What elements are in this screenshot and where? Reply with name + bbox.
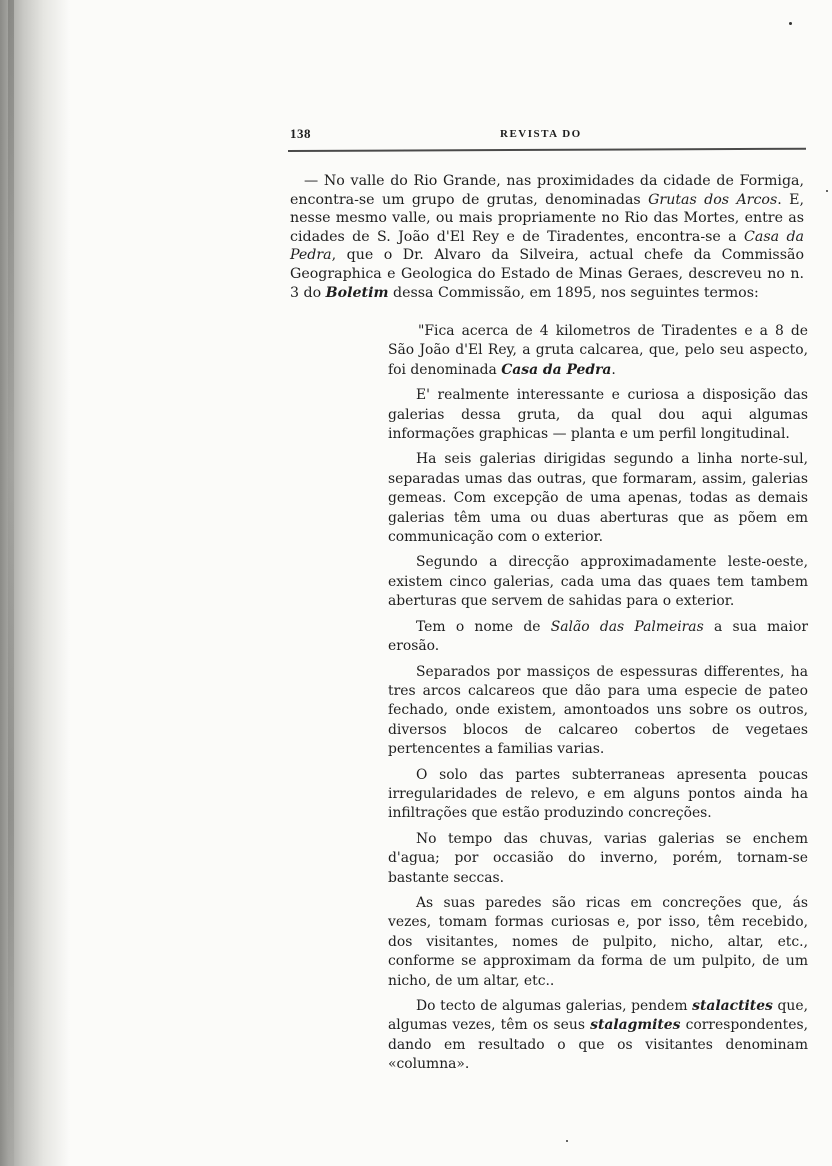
quote-text: "Fica acerca de 4 kilometros de Tiradentes e a 8 de São João d'El Rey, a gruta calcarea, que, pelo seu aspecto, foi denominada	[388, 323, 808, 378]
quote-text: Do tecto de algumas galerias, pendem	[416, 998, 693, 1014]
intro-emphasis: Casa da Pedra	[290, 228, 804, 264]
scan-speck	[789, 22, 792, 25]
quote-paragraph: Ha seis galerias dirigidas segundo a linha norte-sul, separadas umas das outras, que formaram, assim, galerias gemeas. Com excepção de uma apenas, todas as demais galerias têm uma ou duas aberturas que as põem em communicação com o exterior.	[388, 451, 808, 546]
quote-paragraph: E' realmente interessante e curiosa a disposição das galerias dessa gruta, da qual dou aqui algumas informações graphicas — planta e um perfil longitudinal.	[388, 387, 808, 443]
scan-speck	[566, 1140, 568, 1142]
quote-paragraph	[388, 618, 808, 657]
page-content	[288, 124, 818, 1073]
scan-speck	[826, 190, 828, 192]
running-header	[288, 124, 818, 146]
quote-paragraph	[388, 997, 808, 1075]
intro-text: dessa Commissão, em 1895, nos seguintes termos:	[388, 284, 759, 301]
intro-text: , que o Dr. Alvaro da Silveira, actual chefe da Commissão Geographica e Geologica do Estado de Minas Geraes, descreveu no n. 3 do	[290, 247, 804, 301]
quote-text: correspondentes, dando em resultado o que os visitantes denominam «columna».	[388, 1017, 808, 1073]
quote-emphasis: Salão das Palmeiras	[550, 618, 704, 635]
quote-text: que, algumas vezes, têm os seus	[388, 998, 808, 1034]
quote-paragraph: O solo das partes subterraneas apresenta poucas irregularidades de relevo, e em alguns pontos ainda ha infiltrações que estão produzindo concreções.	[388, 766, 808, 822]
intro-text: . E, nesse mesmo valle, ou mais propriamente no Rio das Mortes, entre as cidades de S. João d'El Rey e de Tiradentes, encontra-se a	[290, 191, 805, 245]
intro-emphasis: Grutas dos Arcos	[648, 191, 778, 208]
quote-paragraph: As suas paredes são ricas em concreções que, ás vezes, tomam formas curiosas e, por isso, têm recebido, dos visitantes, nomes de pulpito, nicho, altar, etc., conforme se approximam da forma de um pulpito, de um nicho, de um altar, etc..	[388, 894, 808, 989]
header-rule	[288, 148, 806, 152]
quote-emphasis: stalagmites	[590, 1017, 681, 1034]
quote-text: Tem o nome de	[416, 618, 551, 635]
quote-paragraph: Segundo a direcção approximadamente leste-oeste, existem cinco galerias, cada uma das quaes tem tambem aberturas que servem de sahidas para o exterior.	[388, 554, 808, 610]
quote-text: a sua maior erosão.	[388, 618, 808, 655]
page-number: 138	[290, 126, 311, 141]
quote-emphasis: stalactites	[692, 998, 773, 1014]
block-quote	[388, 322, 808, 1081]
intro-emphasis: Boletim	[325, 284, 389, 301]
running-title: REVISTA DO	[500, 128, 582, 140]
quote-text: .	[611, 361, 616, 378]
intro-text: — No valle do Rio Grande, nas proximidades da cidade de Formiga, encontra-se um grupo de grutas, denominadas	[290, 173, 804, 208]
quote-paragraph: No tempo das chuvas, varias galerias se enchem d'agua; por occasião do inverno, porém, tornam-se bastante seccas.	[388, 830, 808, 886]
intro-paragraph	[290, 172, 804, 302]
quote-emphasis: Casa da Pedra	[501, 361, 612, 378]
quote-paragraph	[388, 322, 808, 380]
quote-paragraph: Separados por massiços de espessuras differentes, ha tres arcos calcareos que dão para uma especie de pateo fechado, onde existem, amontoados uns sobre os outros, diversos blocos de calcareo cobertos de vegetaes pertencentes a familias varias.	[388, 663, 808, 758]
scan-gutter-streak	[8, 0, 14, 1166]
